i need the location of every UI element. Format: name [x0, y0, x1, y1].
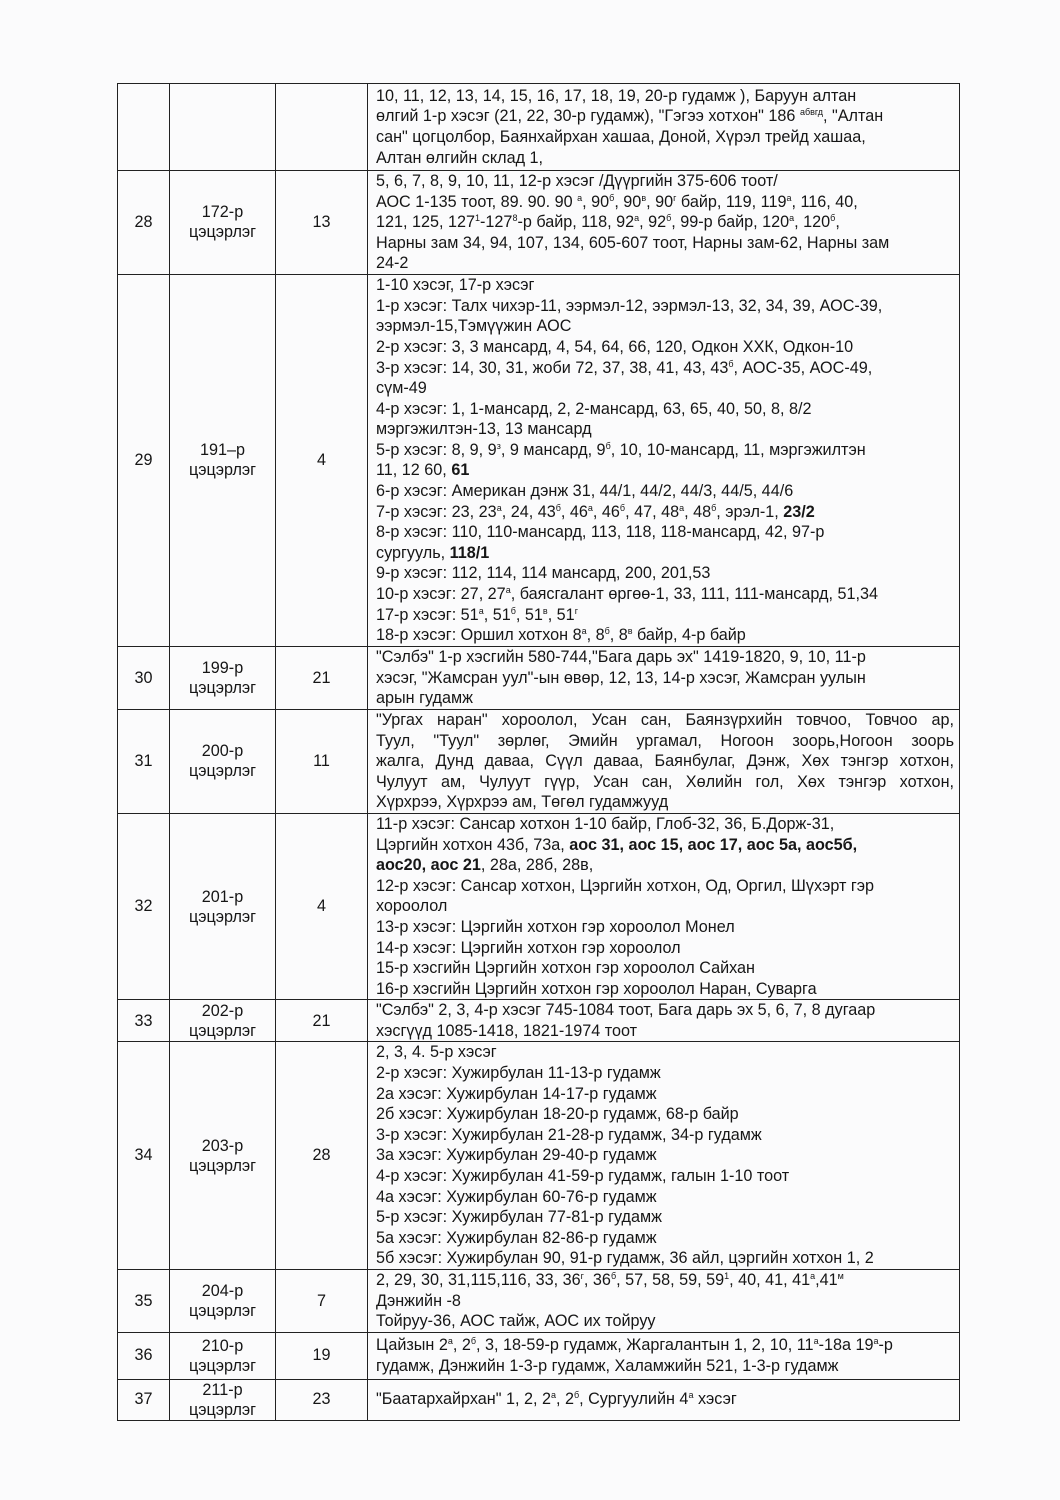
- kindergarten-number: 204-р: [201, 1281, 244, 1300]
- description-line: 14-р хэсэг: Цэргийн хотхон гэр хороолол: [376, 938, 681, 957]
- description-line: Чулуут ам, Чулуут гүүр, Усан сан, Хөлийн гол, Хөх тэнгэр хотхон,: [376, 772, 954, 791]
- description-line: гудамж, Дэнжийн 1-3-р гудамж, Халамжийн 521, 1-3-р гудамж: [376, 1356, 839, 1375]
- description-line: 2-р хэсэг: 3, 3 мансард, 4, 54, 64, 66, 120, Одкон ХХК, Одкон-10: [376, 337, 854, 356]
- superscript: а: [786, 192, 792, 203]
- superscript: а: [813, 1336, 819, 1347]
- description-line: 8-р хэсэг: 110, 110-мансард, 113, 118, 118-мансард, 42, 97-р: [376, 523, 825, 542]
- kindergarten-number: 172-р: [201, 203, 244, 222]
- row-number: 28: [118, 171, 170, 275]
- description-line: Хүрхрээ, Хүрхрээ ам, Төгөл гудамжууд: [376, 793, 669, 812]
- kindergarten-name: [170, 1332, 276, 1379]
- superscript: б: [609, 192, 615, 203]
- table-row: [118, 171, 960, 275]
- superscript: б: [728, 358, 734, 369]
- superscript: а: [634, 213, 640, 224]
- superscript: г: [574, 605, 578, 616]
- row-number: 35: [118, 1270, 170, 1333]
- row-number: 33: [118, 1000, 170, 1042]
- description-line: хэсэг, "Жамсран уул"-ын өвөр, 12, 13, 14-р хэсэг, Жамсран уулын: [376, 668, 866, 687]
- service-area-description: [368, 1270, 960, 1333]
- description-line: сургууль, 118/1: [376, 543, 490, 562]
- superscript: а: [688, 1390, 694, 1401]
- superscript: 1: [475, 213, 481, 224]
- khoroo-count: 21: [276, 646, 368, 709]
- description-line: 3-р хэсэг: 14, 30, 31, жоби 72, 37, 38, 41, 43, $43^б$, АОС-35, АОС-49,: [376, 358, 873, 377]
- description-line: АОС 1-135 тоот, 89. 90. 90 $^а$, $90^б$, $90^в$, $90^г$ байр, 119, $119^а$, 116, 40,: [376, 192, 858, 211]
- superscript: а: [577, 192, 583, 203]
- table-body: [118, 84, 960, 1421]
- khoroo-count: 4: [276, 813, 368, 999]
- kindergarten-label: цэцэрлэг: [188, 678, 257, 697]
- service-area-description: [368, 1379, 960, 1420]
- superscript: в: [627, 626, 633, 637]
- description-line: "Баатархайрхан" 1, 2, $2^а$, $2^б$, Сургуулийн $4^а$ хэсэг: [376, 1390, 737, 1409]
- superscript: абвгд: [799, 107, 824, 118]
- description-line: хороолол: [376, 897, 448, 916]
- superscript: б: [610, 1271, 617, 1281]
- description-line: 4-р хэсэг: Хужирбулан 41-59-р гудамж, галын 1-10 тоот: [376, 1167, 790, 1186]
- description-line: "Сэлбэ" 1-р хэсгийн 580-744,"Бага дарь эх" 1419-1820, 9, 10, 11-р: [376, 648, 866, 667]
- description-line: 1-10 хэсэг, 17-р хэсэг: [376, 276, 535, 295]
- table-row: [118, 274, 960, 646]
- khoroo-count: 23: [276, 1379, 368, 1420]
- table-row: [118, 1332, 960, 1379]
- kindergarten-district-table: [117, 83, 960, 1421]
- description-line: өлгий 1-р хэсэг (21, 22, 30-р гудамж), "Гэгээ хотхон" 186 $^{абвгд}$, "Алтан: [376, 107, 884, 126]
- superscript: б: [619, 502, 626, 513]
- table-row: [118, 1270, 960, 1333]
- row-number: 37: [118, 1379, 170, 1420]
- superscript: в: [542, 605, 548, 616]
- khoroo-count: 19: [276, 1332, 368, 1379]
- description-line: мэргэжилтэн-13, 13 мансард: [376, 420, 592, 439]
- description-line: 13-р хэсэг: Цэргийн хотхон гэр хороолол Монел: [376, 917, 735, 936]
- superscript: а: [581, 626, 587, 637]
- service-area-description: [368, 1042, 960, 1270]
- description-line: 5-р хэсэг: Хужирбулан 77-81-р гудамж: [376, 1208, 662, 1227]
- superscript: а: [789, 213, 795, 224]
- description-line: 7-р хэсэг: 23, $23^а$, 24, $43^б$, $46^а$, $46^б$, 47, $48^а$, $48^б$, эрэл-1, 23/2: [376, 502, 815, 521]
- description-line: 3а хэсэг: Хужирбулан 29-40-р гудамж: [376, 1146, 657, 1165]
- superscript: б: [605, 440, 611, 451]
- description-line: 24-2: [376, 254, 409, 273]
- description-line: 11-р хэсэг: Сансар хотхон 1-10 байр, Глоб-32, 36, Б.Дорж-31,: [376, 814, 835, 833]
- khoroo-count: 28: [276, 1042, 368, 1270]
- kindergarten-label: цэцэрлэг: [188, 461, 257, 480]
- kindergarten-label: цэцэрлэг: [188, 1156, 257, 1175]
- kindergarten-number: 203-р: [201, 1136, 244, 1155]
- bold-text: 23/2: [783, 502, 815, 521]
- superscript: б: [555, 502, 561, 513]
- row-number: 29: [118, 274, 170, 646]
- khoroo-count: 21: [276, 1000, 368, 1042]
- kindergarten-name: [170, 813, 276, 999]
- kindergarten-label: цэцэрлэг: [188, 1356, 257, 1375]
- kindergarten-name: [170, 709, 276, 813]
- khoroo-count: 7: [276, 1270, 368, 1333]
- kindergarten-name: [170, 1000, 276, 1042]
- superscript: м: [837, 1271, 844, 1281]
- kindergarten-name: [170, 1379, 276, 1420]
- superscript: а: [505, 585, 511, 596]
- description-line: 10, 11, 12, 13, 14, 15, 16, 17, 18, 19, 20-р гудамж ), Баруун алтан: [376, 86, 857, 105]
- description-line: 9-р хэсэг: 112, 114, 114 мансард, 200, 201,53: [376, 564, 711, 583]
- bold-text: аос 31, аос 15, аос 17, аос 5а, аос5б,: [569, 835, 858, 854]
- superscript: б: [573, 1390, 580, 1401]
- description-line: 12-р хэсэг: Сансар хотхон, Цэргийн хотхон, Од, Оргил, Шүхэрт гэр: [376, 876, 875, 895]
- kindergarten-number: 199-р: [201, 658, 244, 677]
- superscript: б: [510, 605, 516, 616]
- description-line: 2а хэсэг: Хужирбулан 14-17-р гудамж: [376, 1084, 657, 1103]
- service-area-description: [368, 646, 960, 709]
- description-line: 3-р хэсэг: Хужирбулан 21-28-р гудамж, 34-р гудамж: [376, 1125, 762, 1144]
- description-line: 16-р хэсгийн Цэргийн хотхон гэр хороолол Наран, Суварга: [376, 979, 817, 998]
- description-line: сан" цогцолбор, Баянхайрхан хашаа, Доной, Хүрэл трейд хашаа,: [376, 128, 866, 146]
- service-area-description: [368, 171, 960, 275]
- description-line: 5, 6, 7, 8, 9, 10, 11, 12-р хэсэг /Дүүргийн 375-606 тоот/: [376, 172, 778, 190]
- kindergarten-label: цэцэрлэг: [188, 223, 257, 242]
- description-line: "Ургах наран" хороолол, Усан сан, Баянзүрхийн товчоо, Товчоо ар,: [376, 710, 954, 729]
- description-line: аос20, аос 21, 28а, 28б, 28в,: [376, 856, 594, 875]
- table-row: [118, 646, 960, 709]
- description-line: 11, 12 60, 61: [376, 461, 470, 480]
- superscript: 1: [724, 1271, 730, 1281]
- table-row: [118, 1042, 960, 1270]
- description-line: 5б хэсэг: Хужирбулан 90, 91-р гудамж, 36 айл, цэргийн хотхон 1, 2: [376, 1249, 874, 1268]
- superscript: б: [666, 213, 672, 224]
- row-number: 31: [118, 709, 170, 813]
- service-area-description: [368, 1332, 960, 1379]
- khoroo-count: [276, 84, 368, 171]
- superscript: а: [587, 502, 593, 513]
- superscript: б: [711, 502, 717, 513]
- kindergarten-number: 210-р: [201, 1336, 244, 1355]
- description-line: 2, 29, 30, 31,115,116, 33, $36^г$, $36^б$, 57, 58, 59, $59^1$, 40, 41, $41^а,41^м$: [376, 1271, 844, 1289]
- kindergarten-label: цэцэрлэг: [188, 762, 257, 781]
- kindergarten-name: [170, 1042, 276, 1270]
- kindergarten-label: цэцэрлэг: [188, 907, 257, 926]
- description-line: 5а хэсэг: Хужирбулан 82-86-р гудамж: [376, 1228, 657, 1247]
- table-row: [118, 1000, 960, 1042]
- superscript: а: [810, 1271, 816, 1281]
- service-area-description: [368, 813, 960, 999]
- khoroo-count: 4: [276, 274, 368, 646]
- description-line: ээрмэл-15,Тэмүүжин АОС: [376, 317, 572, 336]
- service-area-description: [368, 1000, 960, 1042]
- service-area-description: [368, 709, 960, 813]
- superscript: г: [673, 192, 677, 203]
- table-row: [118, 84, 960, 171]
- description-line: Алтан өлгийн склад 1,: [376, 148, 544, 167]
- description-line: 17-р хэсэг: $51^а$, $51^б$, $51^в$, $51^г$: [376, 605, 578, 624]
- superscript: б: [470, 1336, 477, 1347]
- description-line: 5-р хэсэг: 8, 9, $9^з$, 9 мансард, $9^б$, 10, 10-мансард, 11, мэргэжилтэн: [376, 440, 866, 459]
- description-line: 2-р хэсэг: Хужирбулан 11-13-р гудамж: [376, 1064, 661, 1083]
- description-line: 121, 125, $127^1-127^8-р$ байр, 118, $92^а$, $92^б$, 99-р байр, $120^а$, $120^б$,: [376, 213, 840, 232]
- superscript: а: [478, 605, 484, 616]
- description-line: Цэргийн хотхон 43б, 73а, аос 31, аос 15, аос 17, аос 5а, аос5б,: [376, 835, 858, 854]
- description-line: жалга, Дунд даваа, Сүүл даваа, Баянбулаг, Дэнж, Хөх тэнгэр хотхон,: [376, 752, 954, 771]
- description-line: 2, 3, 4. 5-р хэсэг: [376, 1043, 497, 1062]
- kindergarten-number: 202-р: [201, 1001, 244, 1020]
- row-number: 34: [118, 1042, 170, 1270]
- description-line: "Сэлбэ" 2, 3, 4-р хэсэг 745-1084 тоот, Бага дарь эх 5, 6, 7, 8 дугаар: [376, 1001, 876, 1020]
- description-line: 6-р хэсэг: Американ дэнж 31, 44/1, 44/2, 44/3, 44/5, 44/6: [376, 482, 794, 501]
- row-number: 32: [118, 813, 170, 999]
- kindergarten-number: 200-р: [201, 742, 244, 761]
- row-number: 30: [118, 646, 170, 709]
- service-area-description: [368, 84, 960, 171]
- kindergarten-name: [170, 646, 276, 709]
- superscript: з: [496, 440, 501, 451]
- superscript: а: [550, 1390, 556, 1401]
- kindergarten-name: [170, 1270, 276, 1333]
- description-line: 4-р хэсэг: 1, 1-мансард, 2, 2-мансард, 63, 65, 40, 50, 8, 8/2: [376, 399, 812, 418]
- bold-text: 61: [451, 461, 470, 480]
- description-line: арын гудамж: [376, 689, 473, 708]
- description-line: Дэнжийн -8: [376, 1291, 461, 1310]
- row-number: 36: [118, 1332, 170, 1379]
- table-row: [118, 813, 960, 999]
- superscript: 8: [512, 213, 518, 224]
- description-line: 2б хэсэг: Хужирбулан 18-20-р гудамж, 68-р байр: [376, 1105, 739, 1124]
- kindergarten-number: 201-р: [201, 887, 244, 906]
- description-line: 1-р хэсэг: Талх чихэр-11, ээрмэл-12, ээрмэл-13, 32, 34, 39, АОС-39,: [376, 296, 883, 315]
- table-row: [118, 709, 960, 813]
- kindergarten-name: [170, 274, 276, 646]
- service-area-description: [368, 274, 960, 646]
- table-row: [118, 1379, 960, 1420]
- superscript: а: [873, 1336, 879, 1347]
- description-line: сүм-49: [376, 379, 427, 398]
- kindergarten-number: 211-р: [202, 1380, 243, 1399]
- description-line: Цайзын $2^а$, $2^б$, 3, 18-59-р гудамж, Жаргалантын 1, 2, 10, $11^а-18а$ $19^а-р$: [376, 1336, 893, 1355]
- superscript: а: [447, 1336, 453, 1347]
- kindergarten-number: 191–р: [199, 441, 245, 460]
- description-line: 15-р хэсгийн Цэргийн хотхон гэр хороолол Сайхан: [376, 959, 755, 978]
- description-line: хэсгүүд 1085-1418, 1821-1974 тоот: [376, 1021, 638, 1040]
- superscript: в: [641, 192, 647, 203]
- kindergarten-label: цэцэрлэг: [188, 1301, 257, 1320]
- superscript: б: [830, 213, 836, 224]
- kindergarten-label: цэцэрлэг: [188, 1400, 257, 1419]
- bold-text: аос20, аос 21: [376, 856, 481, 875]
- description-line: 18-р хэсэг: Оршил хотхон $8^а$, $8^б$, $8^в$ байр, 4-р байр: [376, 626, 746, 645]
- description-line: Нарны зам 34, 94, 107, 134, 605-607 тоот, Нарны зам-62, Нарны зам: [376, 233, 890, 252]
- description-line: Тойруу-36, АОС тайж, АОС их тойруу: [376, 1312, 656, 1331]
- description-line: 10-р хэсэг: 27, $27^а$, баясгалант өргөө-1, 33, 111, 111-мансард, 51,34: [376, 585, 878, 604]
- kindergarten-name: [170, 171, 276, 275]
- superscript: б: [604, 626, 610, 637]
- khoroo-count: 11: [276, 709, 368, 813]
- kindergarten-name: [170, 84, 276, 171]
- row-number: [118, 84, 170, 171]
- superscript: а: [679, 502, 685, 513]
- khoroo-count: 13: [276, 171, 368, 275]
- superscript: а: [496, 502, 502, 513]
- bold-text: 118/1: [449, 543, 490, 562]
- description-line: Туул, "Туул" зөрлөг, Эмийн ургамал, Ногоон зоорь,Ногоон зоорь: [376, 731, 954, 750]
- description-line: 4а хэсэг: Хужирбулан 60-76-р гудамж: [376, 1187, 657, 1206]
- kindergarten-label: цэцэрлэг: [188, 1021, 257, 1040]
- superscript: г: [580, 1271, 584, 1281]
